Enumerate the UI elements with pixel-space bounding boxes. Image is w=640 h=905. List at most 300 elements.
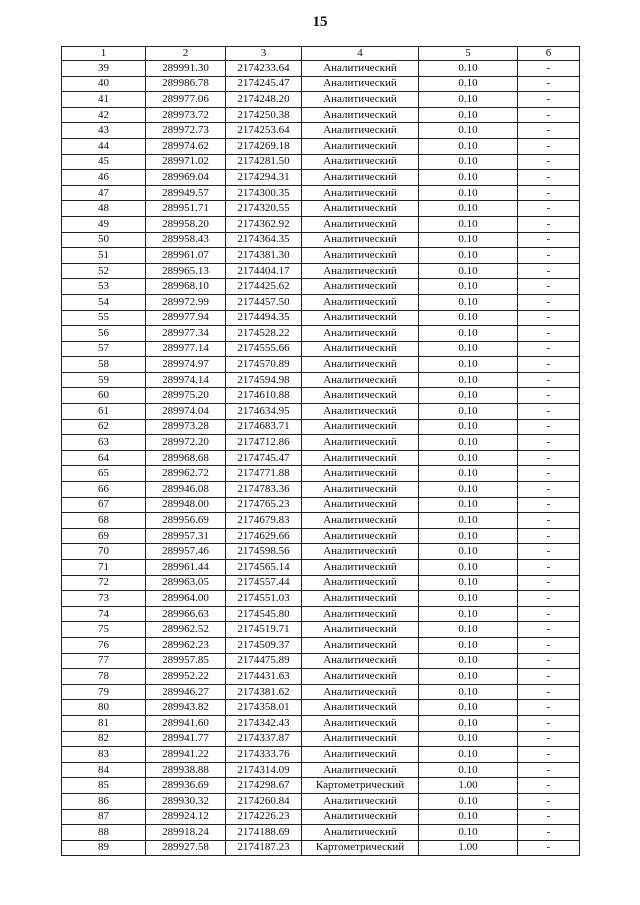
table-cell: -: [518, 466, 580, 482]
table-cell: -: [518, 123, 580, 139]
table-cell: 2174298.67: [226, 778, 302, 794]
table-row: [62, 138, 580, 154]
table-cell: 289971.02: [146, 154, 226, 170]
header-row: [62, 47, 580, 61]
table-cell: 0.10: [419, 201, 518, 217]
table-cell: -: [518, 154, 580, 170]
table-cell: 82: [62, 731, 146, 747]
table-cell: 0.10: [419, 606, 518, 622]
table-body: [62, 61, 580, 856]
header-cell: 2: [146, 47, 226, 61]
table-cell: Аналитический: [302, 606, 419, 622]
table-cell: 69: [62, 528, 146, 544]
table-cell: 0.10: [419, 341, 518, 357]
table-cell: 0.10: [419, 170, 518, 186]
table-row: [62, 731, 580, 747]
table-cell: 2174765.23: [226, 497, 302, 513]
table-header: [62, 47, 580, 61]
header-cell: 5: [419, 47, 518, 61]
table-cell: Аналитический: [302, 404, 419, 420]
table-cell: 289964.00: [146, 591, 226, 607]
table-cell: 2174629.66: [226, 528, 302, 544]
table-row: [62, 450, 580, 466]
table-cell: 289918.24: [146, 825, 226, 841]
table-cell: 56: [62, 326, 146, 342]
table-cell: Аналитический: [302, 669, 419, 685]
table-cell: Аналитический: [302, 357, 419, 373]
table-cell: 2174281.50: [226, 154, 302, 170]
table-cell: -: [518, 606, 580, 622]
table-row: [62, 263, 580, 279]
table-cell: 289986.78: [146, 76, 226, 92]
table-cell: 44: [62, 138, 146, 154]
table-row: [62, 154, 580, 170]
table-cell: -: [518, 372, 580, 388]
table-row: [62, 637, 580, 653]
table-cell: 2174314.09: [226, 762, 302, 778]
table-cell: 0.10: [419, 92, 518, 108]
table-cell: 2174555.66: [226, 341, 302, 357]
table-cell: 0.10: [419, 731, 518, 747]
table-cell: 2174342.43: [226, 715, 302, 731]
table-cell: 73: [62, 591, 146, 607]
table-cell: 2174509.37: [226, 637, 302, 653]
table-cell: 0.10: [419, 76, 518, 92]
page-number: 15: [312, 14, 328, 30]
table-row: [62, 435, 580, 451]
table-cell: 70: [62, 544, 146, 560]
table-cell: 0.10: [419, 637, 518, 653]
table-cell: 0.10: [419, 232, 518, 248]
table-cell: 2174594.98: [226, 372, 302, 388]
table-row: [62, 372, 580, 388]
table-cell: 46: [62, 170, 146, 186]
table-cell: -: [518, 263, 580, 279]
table-cell: 0.10: [419, 715, 518, 731]
table-row: [62, 310, 580, 326]
table-row: [62, 482, 580, 498]
table-cell: 41: [62, 92, 146, 108]
table-cell: 79: [62, 684, 146, 700]
table-cell: Аналитический: [302, 388, 419, 404]
table-cell: 0.10: [419, 466, 518, 482]
table-cell: 2174457.50: [226, 294, 302, 310]
table-row: [62, 419, 580, 435]
table-cell: Аналитический: [302, 591, 419, 607]
table-cell: Аналитический: [302, 372, 419, 388]
table-cell: 289958.43: [146, 232, 226, 248]
table-cell: 289951.71: [146, 201, 226, 217]
table-row: [62, 513, 580, 529]
table-cell: -: [518, 575, 580, 591]
table-cell: 0.10: [419, 653, 518, 669]
table-cell: 2174226.23: [226, 809, 302, 825]
table-cell: Аналитический: [302, 482, 419, 498]
table-cell: Аналитический: [302, 279, 419, 295]
table-row: [62, 341, 580, 357]
table-cell: 72: [62, 575, 146, 591]
table-cell: Аналитический: [302, 185, 419, 201]
table-cell: -: [518, 419, 580, 435]
table-cell: Аналитический: [302, 76, 419, 92]
table-cell: 0.10: [419, 326, 518, 342]
table-row: [62, 747, 580, 763]
table-cell: 0.10: [419, 123, 518, 139]
table-cell: -: [518, 809, 580, 825]
table-cell: 289941.22: [146, 747, 226, 763]
table-row: [62, 123, 580, 139]
table-cell: Аналитический: [302, 653, 419, 669]
table-cell: Аналитический: [302, 700, 419, 716]
table-cell: 65: [62, 466, 146, 482]
table-row: [62, 61, 580, 77]
table-cell: 49: [62, 216, 146, 232]
table-cell: 59: [62, 372, 146, 388]
table-cell: 289958.20: [146, 216, 226, 232]
table-row: [62, 326, 580, 342]
table-cell: 77: [62, 653, 146, 669]
table-cell: 57: [62, 341, 146, 357]
table-cell: -: [518, 435, 580, 451]
table-cell: 289943.82: [146, 700, 226, 716]
table-cell: Аналитический: [302, 560, 419, 576]
table-cell: 0.10: [419, 669, 518, 685]
table-cell: 63: [62, 435, 146, 451]
table-cell: 45: [62, 154, 146, 170]
table-cell: 289966.63: [146, 606, 226, 622]
table-cell: 2174245.47: [226, 76, 302, 92]
table-cell: 2174269.18: [226, 138, 302, 154]
table-cell: 39: [62, 61, 146, 77]
table-cell: 43: [62, 123, 146, 139]
table-cell: 289946.08: [146, 482, 226, 498]
table-cell: 0.10: [419, 435, 518, 451]
table-cell: 289973.28: [146, 419, 226, 435]
table-cell: 0.10: [419, 294, 518, 310]
table-row: [62, 76, 580, 92]
table-cell: 85: [62, 778, 146, 794]
table-cell: 2174187.23: [226, 840, 302, 856]
table-cell: 2174188.69: [226, 825, 302, 841]
table-cell: 2174337.87: [226, 731, 302, 747]
table-cell: 289974.04: [146, 404, 226, 420]
table-cell: Аналитический: [302, 61, 419, 77]
table-cell: Аналитический: [302, 123, 419, 139]
table-cell: Аналитический: [302, 341, 419, 357]
table-cell: 0.10: [419, 528, 518, 544]
table-cell: 289962.52: [146, 622, 226, 638]
table-cell: Аналитический: [302, 232, 419, 248]
table-cell: Аналитический: [302, 622, 419, 638]
table-cell: 0.10: [419, 684, 518, 700]
table-cell: 2174358.01: [226, 700, 302, 716]
table-row: [62, 357, 580, 373]
table-cell: Аналитический: [302, 513, 419, 529]
table-row: [62, 216, 580, 232]
table-row: [62, 715, 580, 731]
table-cell: -: [518, 653, 580, 669]
table-cell: 0.10: [419, 575, 518, 591]
table-row: [62, 684, 580, 700]
table-cell: 78: [62, 669, 146, 685]
table-cell: -: [518, 560, 580, 576]
table-cell: Аналитический: [302, 154, 419, 170]
table-cell: -: [518, 232, 580, 248]
table-cell: -: [518, 294, 580, 310]
table-cell: 53: [62, 279, 146, 295]
table-cell: -: [518, 731, 580, 747]
table-cell: 61: [62, 404, 146, 420]
table-cell: 2174634.95: [226, 404, 302, 420]
table-cell: 289968.10: [146, 279, 226, 295]
table-cell: 2174557.44: [226, 575, 302, 591]
table-cell: 289961.07: [146, 248, 226, 264]
table-cell: 2174551.03: [226, 591, 302, 607]
coordinates-table: [61, 46, 580, 856]
table-cell: 1.00: [419, 840, 518, 856]
table-cell: -: [518, 450, 580, 466]
table-cell: Аналитический: [302, 715, 419, 731]
table-cell: -: [518, 669, 580, 685]
table-row: [62, 92, 580, 108]
table-cell: -: [518, 76, 580, 92]
table-cell: 289941.60: [146, 715, 226, 731]
table-cell: Аналитический: [302, 684, 419, 700]
table-cell: 2174475.89: [226, 653, 302, 669]
header-cell: 3: [226, 47, 302, 61]
table-row: [62, 544, 580, 560]
table-cell: 289972.73: [146, 123, 226, 139]
table-row: [62, 653, 580, 669]
table-cell: -: [518, 357, 580, 373]
table-cell: -: [518, 622, 580, 638]
table-cell: 289927.58: [146, 840, 226, 856]
table-cell: 2174425.62: [226, 279, 302, 295]
table-cell: -: [518, 201, 580, 217]
table-cell: 289977.06: [146, 92, 226, 108]
table-cell: Аналитический: [302, 731, 419, 747]
table-cell: 51: [62, 248, 146, 264]
table-cell: 289977.94: [146, 310, 226, 326]
table-cell: 289961.44: [146, 560, 226, 576]
table-row: [62, 107, 580, 123]
table-cell: 2174610.88: [226, 388, 302, 404]
table-row: [62, 404, 580, 420]
table-row: [62, 528, 580, 544]
table-cell: 289977.34: [146, 326, 226, 342]
table-cell: 2174404.17: [226, 263, 302, 279]
table-row: [62, 497, 580, 513]
table-cell: 289952.22: [146, 669, 226, 685]
table-cell: -: [518, 513, 580, 529]
table-cell: 289946.27: [146, 684, 226, 700]
table-cell: -: [518, 248, 580, 264]
table-cell: 2174381.62: [226, 684, 302, 700]
table-cell: 0.10: [419, 560, 518, 576]
table-cell: Аналитический: [302, 747, 419, 763]
table-cell: 0.10: [419, 793, 518, 809]
table-cell: 2174494.35: [226, 310, 302, 326]
table-cell: Аналитический: [302, 138, 419, 154]
table-cell: -: [518, 715, 580, 731]
table-cell: 0.10: [419, 61, 518, 77]
table-cell: 0.10: [419, 263, 518, 279]
table-cell: 2174260.84: [226, 793, 302, 809]
table-cell: 0.10: [419, 809, 518, 825]
table-cell: 289972.99: [146, 294, 226, 310]
table-cell: Аналитический: [302, 762, 419, 778]
table-cell: 2174250.38: [226, 107, 302, 123]
table-cell: -: [518, 528, 580, 544]
table-cell: 0.10: [419, 497, 518, 513]
table-cell: 75: [62, 622, 146, 638]
table-cell: 289972.20: [146, 435, 226, 451]
table-cell: 2174381.30: [226, 248, 302, 264]
table-cell: 289977.14: [146, 341, 226, 357]
table-cell: 289973.72: [146, 107, 226, 123]
table-cell: 289974.14: [146, 372, 226, 388]
table-row: [62, 778, 580, 794]
table-cell: 0.10: [419, 310, 518, 326]
table-cell: 0.10: [419, 248, 518, 264]
table-cell: 81: [62, 715, 146, 731]
table-cell: 47: [62, 185, 146, 201]
table-cell: 2174598.56: [226, 544, 302, 560]
table-cell: 87: [62, 809, 146, 825]
table-cell: Аналитический: [302, 575, 419, 591]
table-cell: 88: [62, 825, 146, 841]
table-cell: 84: [62, 762, 146, 778]
table-cell: 289963.05: [146, 575, 226, 591]
table-cell: 0.10: [419, 513, 518, 529]
table-cell: Аналитический: [302, 793, 419, 809]
table-cell: 0.10: [419, 825, 518, 841]
table-cell: -: [518, 793, 580, 809]
table-cell: 74: [62, 606, 146, 622]
table-cell: -: [518, 107, 580, 123]
table-cell: 2174679.83: [226, 513, 302, 529]
table-cell: 2174528.22: [226, 326, 302, 342]
table-cell: -: [518, 778, 580, 794]
table-cell: 0.10: [419, 357, 518, 373]
table-cell: 2174233.64: [226, 61, 302, 77]
table-cell: -: [518, 61, 580, 77]
table-cell: 2174565.14: [226, 560, 302, 576]
table-cell: Аналитический: [302, 528, 419, 544]
table-cell: Аналитический: [302, 435, 419, 451]
table-cell: 2174294.31: [226, 170, 302, 186]
table-cell: Аналитический: [302, 92, 419, 108]
table-cell: 289969.04: [146, 170, 226, 186]
table-cell: 62: [62, 419, 146, 435]
table-cell: 2174362.92: [226, 216, 302, 232]
table-cell: -: [518, 326, 580, 342]
table-cell: -: [518, 92, 580, 108]
table-cell: -: [518, 216, 580, 232]
table-cell: Аналитический: [302, 497, 419, 513]
table-cell: 289974.62: [146, 138, 226, 154]
table-cell: 2174745.47: [226, 450, 302, 466]
table-row: [62, 294, 580, 310]
table-cell: 0.10: [419, 700, 518, 716]
table-cell: 0.10: [419, 216, 518, 232]
table-cell: -: [518, 279, 580, 295]
table-row: [62, 809, 580, 825]
table-cell: 60: [62, 388, 146, 404]
table-cell: Аналитический: [302, 419, 419, 435]
table-cell: Аналитический: [302, 825, 419, 841]
table-cell: 0.10: [419, 419, 518, 435]
table-row: [62, 232, 580, 248]
table-cell: -: [518, 747, 580, 763]
table-cell: 289930.32: [146, 793, 226, 809]
table-cell: 67: [62, 497, 146, 513]
table-cell: 2174248.20: [226, 92, 302, 108]
table-cell: 64: [62, 450, 146, 466]
table-cell: Аналитический: [302, 107, 419, 123]
table-row: [62, 622, 580, 638]
table-cell: 289957.85: [146, 653, 226, 669]
table-cell: 40: [62, 76, 146, 92]
table-row: [62, 170, 580, 186]
table-cell: 0.10: [419, 138, 518, 154]
header-cell: 1: [62, 47, 146, 61]
table-row: [62, 560, 580, 576]
table-cell: 2174519.71: [226, 622, 302, 638]
table-cell: 50: [62, 232, 146, 248]
table-cell: -: [518, 591, 580, 607]
table-row: [62, 762, 580, 778]
table-cell: 0.10: [419, 482, 518, 498]
table-cell: 2174253.64: [226, 123, 302, 139]
table-row: [62, 793, 580, 809]
table-cell: 289962.72: [146, 466, 226, 482]
table-cell: 71: [62, 560, 146, 576]
table-row: [62, 248, 580, 264]
table-cell: 289957.46: [146, 544, 226, 560]
table-cell: 0.10: [419, 591, 518, 607]
table-row: [62, 606, 580, 622]
table-cell: -: [518, 544, 580, 560]
table-cell: 54: [62, 294, 146, 310]
table-cell: 0.10: [419, 762, 518, 778]
table-cell: Аналитический: [302, 466, 419, 482]
table-cell: -: [518, 310, 580, 326]
table-cell: 58: [62, 357, 146, 373]
table-cell: 0.10: [419, 154, 518, 170]
table-cell: -: [518, 482, 580, 498]
table-cell: 52: [62, 263, 146, 279]
table-cell: 1.00: [419, 778, 518, 794]
table-cell: 48: [62, 201, 146, 217]
table-row: [62, 466, 580, 482]
table-row: [62, 185, 580, 201]
table-cell: Аналитический: [302, 248, 419, 264]
table-cell: 289991.30: [146, 61, 226, 77]
table-cell: 0.10: [419, 747, 518, 763]
table-cell: Аналитический: [302, 201, 419, 217]
table-cell: 0.10: [419, 185, 518, 201]
table-cell: 80: [62, 700, 146, 716]
table-cell: 289974.97: [146, 357, 226, 373]
table-row: [62, 279, 580, 295]
table-cell: Картометрический: [302, 778, 419, 794]
table-cell: 289975.20: [146, 388, 226, 404]
table-cell: 0.10: [419, 279, 518, 295]
table-row: [62, 388, 580, 404]
table-cell: 0.10: [419, 622, 518, 638]
table-cell: 289965.13: [146, 263, 226, 279]
